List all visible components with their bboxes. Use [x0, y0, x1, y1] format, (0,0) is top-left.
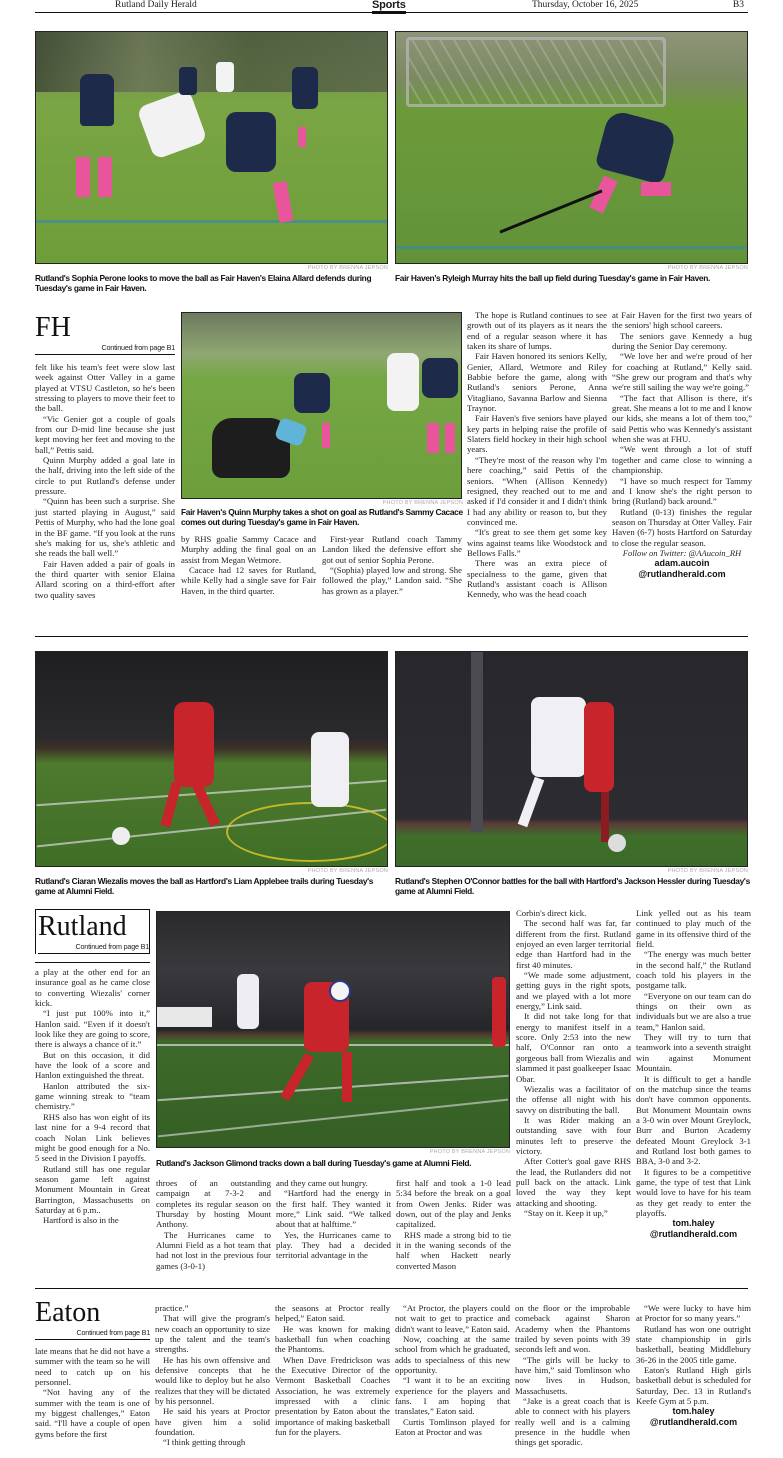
- photo-field-hockey-perone: [35, 31, 388, 264]
- publication-name: Rutland Daily Herald: [115, 0, 197, 10]
- fh-column-5: at Fair Haven for the first two years of the seniors' high school careers. The seniors gave Kennedy a hug during the Senior Day ceremony. “We love her and we're proud of her for coaching at Rutland,” Kelly said. “She grew our program and that's why we're still sailing the way we're going.” “The fact that Allison is there, it's great. She means a lot to me and I know our kids, she means a lot of them too,” said Pettis who was Kennedy's assistant when she was at FHU. “We went through a lot of stuff together and came close to winning a championship. “I have so much respect for Tammy and I know she's the right person to bring (Rutland) back around.” Rutland (0-13) finishes the regular season on Thursday at Otter Valley. Fair Haven (6-7) hosts Hartford on Saturday to close the regular season. Follow on Twitter: @AAucoin_RH adam.aucoin @rutlandherald.com: [612, 310, 752, 580]
- issue-date: Thursday, October 16, 2025: [532, 0, 639, 10]
- photo-credit: PHOTO BY BRENNA JEPSON: [307, 265, 388, 271]
- photo-soccer-glimond: [156, 911, 510, 1148]
- author-email-line-2: @rutlandherald.com: [638, 569, 726, 580]
- photo-caption: Rutland's Jackson Glimond tracks down a ball during Tuesday's game at Alumni Field.: [156, 1158, 472, 1168]
- continued-from-label: Continued from page B1: [76, 1328, 150, 1337]
- eaton-column-5: on the floor or the improbable comeback against Sharon Academy when the Phantoms trailed by seven points with 39 seconds left and won. “The girls will be lucky to have him,” said Tomlinson who now lives in Hudson, Massachusetts. “Jake is a great coach that is able to connect with his players really well and is a calming presence in the huddle when things get sporadic.: [515, 1303, 630, 1448]
- eaton-column-6: “We were lucky to have him at Proctor for so many years.” Rutland has won one outright state championship in girls basketball, beating Middlebury 36-26 in the 2005 title game. Eaton's Rutland High girls basketball debut is scheduled for Saturday, Dec. 13 in Rutland's Keefe Gym at 5 p.m. tom.haley @rutlandherald.com: [636, 1303, 751, 1428]
- fh-column-2: by RHS goalie Sammy Cacace and Murphy adding the final goal on an assist from Megan Wetmore. Cacace had 12 saves for Rutland, while Kelly had a single save for Fair Haven, in the third quarter.: [181, 534, 316, 596]
- page-folio: [35, 0, 748, 13]
- rutland-column-3: and they came out hungry. “Hartford had the energy in the first half. They wanted it more,” Link said. “We talked about that at halftime.” Yes, the Hurricanes came to play. They had a decided territorial advantage in the: [276, 1178, 391, 1261]
- eaton-column-2: practice.” That will give the program's new coach an opportunity to size up the talent and the team's strengths. He has his own offensive and defensive concepts that he would like to deploy but he also realizes that they will be dictated by his personnel. He said his years at Proctor have given him a solid foundation. “I think getting through: [155, 1303, 270, 1448]
- page-number: B3: [732, 0, 744, 10]
- photo-caption: Rutland's Stephen O'Connor battles for the ball with Hartford's Jackson Hessler during Tuesday's game at Alumni Field.: [395, 876, 750, 896]
- continued-from-label: Continued from page B1: [38, 942, 149, 954]
- eaton-column-3: the seasons at Proctor really helped,” Eaton said. He was known for making basketball fun when coaching the Phantoms. When Dave Fredrickson was the Executive Director of the Vermont Basketball Coaches Association, he was extremely impressed with a clinic presentation by Eaton about the importance of making basketball fun for the players.: [275, 1303, 390, 1438]
- photo-field-hockey-murray: [395, 31, 748, 264]
- rutland-column-2: throes of an outstanding campaign at 7-3-2 and completes its regular season on Thursday by hosting Mount Anthony. The Hurricanes came to Alumni Field as a hot team that had not lost in the previous four games (3-0-1): [156, 1178, 271, 1271]
- jump-head-fh: [35, 313, 175, 355]
- jump-head-title: FH: [35, 312, 71, 343]
- eaton-column-4: “At Proctor, the players could not wait to get to practice and didn't want to leave,” Eaton said. Now, coaching at the same school from which he graduated, adds to specialness of this new opportunity. “I want it to be an exciting experience for the players and fans. I am hoping that translates,” Eaton said. Curtis Tomlinson played for Eaton at Proctor and was: [395, 1303, 510, 1438]
- photo-credit: PHOTO BY BRENNA JEPSON: [382, 500, 463, 506]
- photo-credit: PHOTO BY BRENNA JEPSON: [667, 868, 748, 874]
- photo-soccer-wiezalis: [35, 651, 388, 867]
- author-email-line-1: tom.haley: [672, 1218, 715, 1229]
- photo-credit: PHOTO BY BRENNA JEPSON: [667, 265, 748, 271]
- photo-field-hockey-murphy-shot: [181, 312, 462, 499]
- rutland-column-6: Link yelled out as his team continued to play much of the game in its offensive third of the field. “The energy was much better in the second half,” the Rutland coach told his players in the postgame talk. “Everyone on our team can do things on their own as individuals but we are also a true team,” Hanlon said. They will try to turn that teamwork into a seventh straight win against Monument Mountain. It is difficult to get a handle on the matchup since the teams don't have common opponents. But Monument Mountain owns a 3-0 win over Mount Greylock, Burr and Burton Academy defeated Mount Greylock 3-1 and Rutland lost both games to BBA, 3-0 and 3-2. It figures to be a competitive game, the type of test that Link would love to have for his team as they get ready to enter the playoffs. tom.haley @rutlandherald.com: [636, 908, 751, 1240]
- photo-caption: Fair Haven's Quinn Murphy takes a shot on goal as Rutland's Sammy Cacace comes out during Tuesday's game in Fair Haven.: [181, 507, 463, 527]
- rutland-column-4: first half and took a 1-0 lead 5:34 before the break on a goal from Owen Jenks. Rider was down, out of the play and Jenks capitalized. RHS made a strong bid to tie it in the waning seconds of the half when Hackett nearly converted Mason: [396, 1178, 511, 1271]
- author-email-line-1: tom.haley: [672, 1406, 715, 1417]
- section-divider: [35, 636, 748, 637]
- fh-column-3: First-year Rutland coach Tammy Landon liked the defensive effort she got out of senior Sophia Perone. “(Sophia) played low and strong. She followed the play,” Landon said. “She has grown as a player.”: [322, 534, 462, 596]
- fh-column-4: The hope is Rutland continues to see growth out of its players as it nears the end of a regular season where it has taken its share of lumps. Fair Haven honored its seniors Kelly, Genier, Allard, Wetmore and Riley Babbie before the game, along with Rutland's seniors Perone, Anna Vitagliano, Savanna Barlow and Sienna Traynor. Fair Haven's five seniors have played key parts in helping raise the profile of Slaters field hockey in their high school years. “They're most of the reason why I'm here coaching,” said Pettis of the seniors. “When (Allison Kennedy) resigned, they reached out to me and asked if I'd consider it and I didn't think I had any ability or reason to, but they convinced me. “It's great to see them get some key wins against teams like Woodstock and Bellows Falls.” There was an extra piece of specialness to the game, given that Rutland's assistant coach is Allison Kennedy, who was the head coach: [467, 310, 607, 600]
- photo-credit: PHOTO BY BRENNA JEPSON: [307, 868, 388, 874]
- author-email-line-2: @rutlandherald.com: [649, 1229, 738, 1240]
- jump-head-eaton: [35, 1298, 150, 1340]
- jump-head-title: Eaton: [35, 1297, 101, 1328]
- jump-rule: [35, 962, 150, 963]
- section-label: Sports: [372, 0, 406, 14]
- photo-caption: Rutland's Ciaran Wiezalis moves the ball as Hartford's Liam Applebee trails during Tuesday's game at Alumni Field.: [35, 876, 374, 896]
- photo-caption: Fair Haven's Ryleigh Murray hits the ball up field during Tuesday's game in Fair Haven.: [395, 273, 710, 283]
- twitter-follow: Follow on Twitter: @AAucoin_RH: [622, 547, 742, 558]
- fh-column-1: felt like his team's feet were slow last week against Otter Valley in a game played at VTSU Castleton, so he's been stressing to players to move their feet to the ball. “Vic Genier got a couple of goals from our D-mid line because she just kept moving her feet and moving to the ball,” Pettis said. Quinn Murphy added a goal late in the half, driving into the left side of the circle to put Rutland's defense under pressure. “Quinn has been such a surprise. She just started playing in August,” said Pettis of Murphy, who had the lone goal in the BF game. “If you look at the runs she's making for us, she's athletic and she reads the ball well.” Fair Haven added a pair of goals in the third quarter with senior Elaina Allard scoring on a third-effort after two quality saves: [35, 362, 175, 600]
- rutland-column-5: Corbin's direct kick. The second half was far, far different from the first. Rutland enjoyed an even larger territorial edge than Hartford had in the first 40 minutes. “We made some adjustment, getting guys in the right spots, and we played with a lot more energy,” Link said. It did not take long for that energy to manifest itself in a score. Only 2:53 into the new half, O'Connor ran onto a gorgeous ball from Wiezalis and slammed it past goalkeeper Isaac Obar. Wiezalis was a facilitator of the offense all night with his savvy on distributing the ball. It was Rider making an outstanding save with four minutes left to preserve the victory. After Cotter's goal gave RHS the lead, the Rutlanders did not pull back on the attack. Link loved the way they kept attacking and shooting. “Stay on it. Keep it up,”: [516, 908, 631, 1218]
- section-divider: [35, 1288, 748, 1289]
- photo-soccer-oconnor: [395, 651, 748, 867]
- photo-credit: PHOTO BY BRENNA JEPSON: [429, 1149, 510, 1155]
- photo-caption: Rutland's Sophia Perone looks to move the ball as Fair Haven's Elaina Allard defends during Tuesday's game in Fair Haven.: [35, 273, 372, 293]
- jump-head-title: Rutland: [38, 911, 127, 942]
- jump-head-rutland: [35, 909, 150, 954]
- eaton-column-1: late means that he did not have a summer with the team so he will need to catch up on his personnel. “Not having any of the summer with the team is one of my biggest challenges,” Eaton said. “I'll have a couple of open gyms before the first: [35, 1346, 150, 1439]
- rutland-column-1: a play at the other end for an insurance goal as he came close to converting Wiezalis' corner kick. “I just put 100% into it,” Hanlon said. “Even if it doesn't look like they are going to score, there is always a chance of it.” But on this occasion, it did have the look of a score and Hanlon extinguished the threat. Hanlon attributed the six-game winning streak to “team chemistry.” RHS also has won eight of its last nine for a 9-4 record that coach Nolan Link believes might be good enough for a No. 5 seed in the Division I payoffs. Rutland still has one regular season game left against Monument Mountain in Great Barrington, Massachusetts on Saturday at 6 p.m.. Hartford is also in the: [35, 967, 150, 1226]
- author-email-line-2: @rutlandherald.com: [649, 1417, 738, 1428]
- author-email-line-1: adam.aucoin: [654, 558, 710, 569]
- continued-from-label: Continued from page B1: [101, 343, 175, 352]
